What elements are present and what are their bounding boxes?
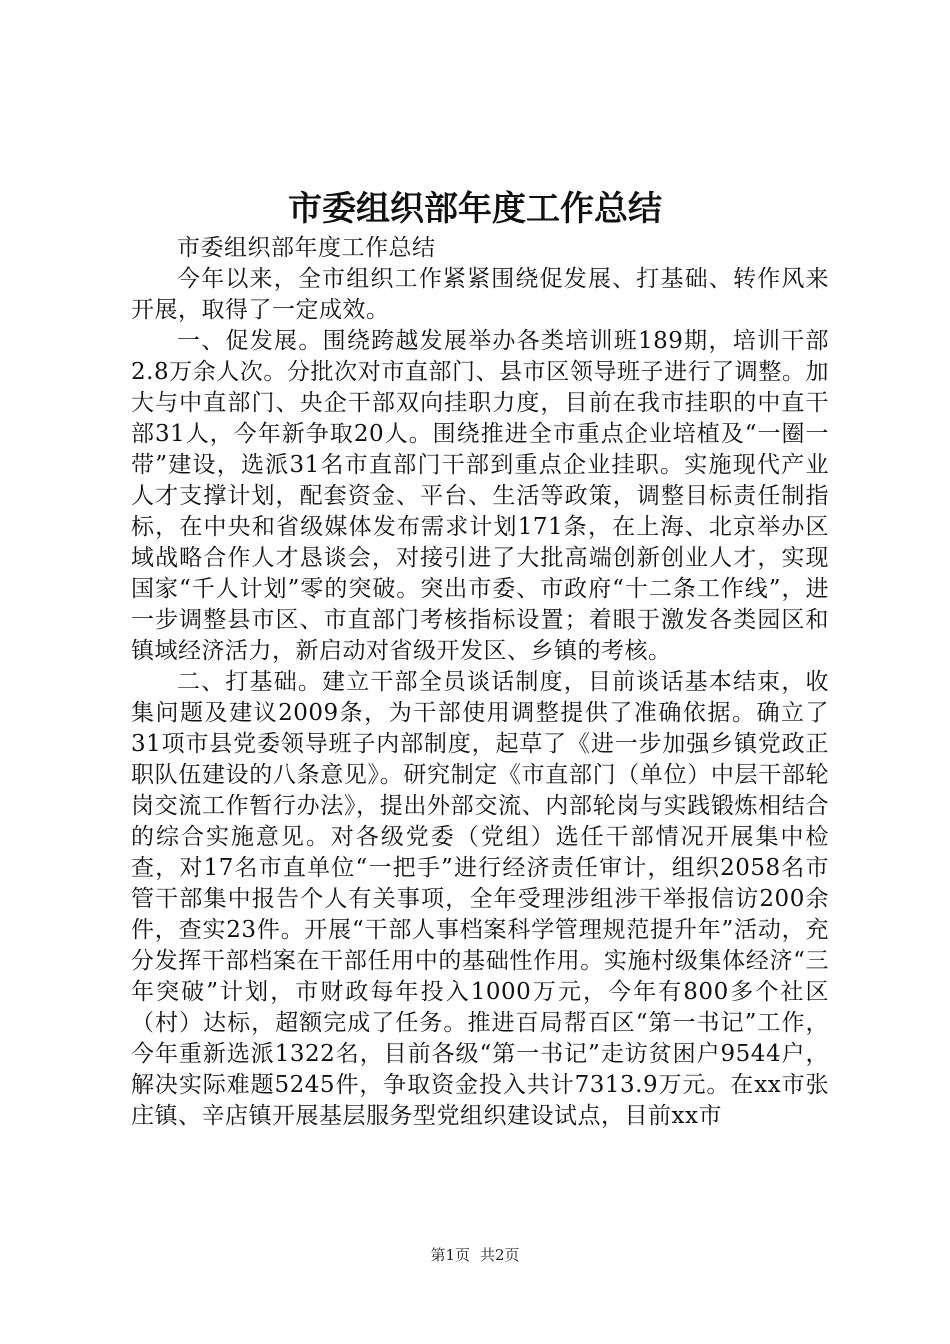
document-title: 市委组织部年度工作总结 [288,189,662,229]
page-footer [0,1244,950,1266]
paragraph-intro: 今年以来，全市组织工作紧紧围绕促发展、打基础、转作风来开展，取得了一定成效。 [131,266,829,323]
paragraph-subtitle: 市委组织部年度工作总结 [177,235,436,261]
page-number: 第1页 [430,1246,470,1264]
paragraph-section-1: 一、促发展。围绕跨越发展举办各类培训班189期，培训干部2.8万余人次。分批次对市直部门、县市区领导班子进行了调整。加大与中直部门、央企干部双向挂职力度，目前在我市挂职的中直干部31人，今年新争取20人。围绕推进全市重点企业培植及“一圈一带”建设，选派31名市直部门干部到重点企业挂职。实施现代产业人才支撑计划，配套资金、平台、生活等政策，调整目标责任制指标，在中央和省级媒体发布需求计划171条，在上海、北京举办区域战略合作人才恳谈会，对接引进了大批高端创新创业人才，实现国家“千人计划”零的突破。突出市委、市政府“十二条工作线”，进一步调整县市区、市直部门考核指标设置；着眼于激发各类园区和镇域经济活力，新启动对省级开发区、乡镇的考核。 [131,328,829,664]
page-total: 共2页 [480,1246,520,1264]
paragraph-section-2: 二、打基础。建立干部全员谈话制度，目前谈话基本结束，收集问题及建议2009条，为干部使用调整提供了准确依据。确立了31项市县党委领导班子内部制度，起草了《进一步加强乡镇党政正职队伍建设的八条意见》。研究制定《市直部门（单位）中层干部轮岗交流工作暂行办法》，提出外部交流、内部轮岗与实践锻炼相结合的综合实施意见。对各级党委（党组）选任干部情况开展集中检查，对17名市直单位“一把手”进行经济责任审计，组织2058名市管干部集中报告个人有关事项，全年受理涉组涉干举报信访200余件，查实23件。开展“干部人事档案科学管理规范提升年”活动，充分发挥干部档案在干部任用中的基础性作用。实施村级集体经济“三年突破”计划，市财政每年投入1000万元，今年有800多个社区（村）达标，超额完成了任务。推进百局帮百区“第一书记”工作，今年重新选派1322名，目前各级“第一书记”走访贫困户9544户，解决实际难题5245件，争取资金投入共计7313.9万元。在xx市张庄镇、辛店镇开展基层服务型党组织建设试点，目前xx市 [131,669,829,1129]
document-body [131,233,829,1132]
